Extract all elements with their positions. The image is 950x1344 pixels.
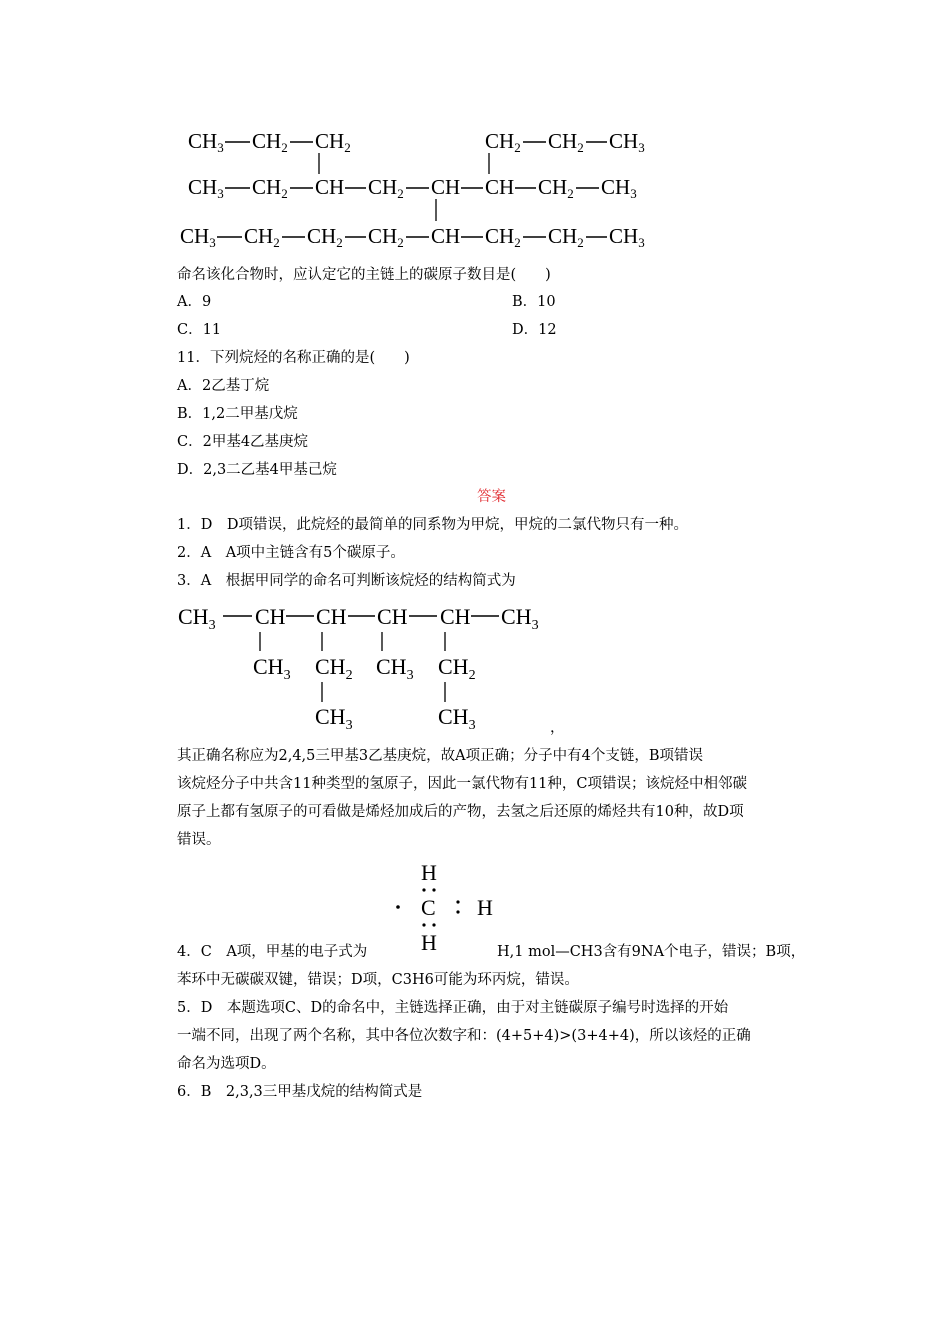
atom-r1-1: CH3 [188, 129, 224, 155]
atom-r2-8: CH3 [601, 175, 637, 201]
atom-r3-6: CH2 [485, 224, 521, 250]
atom-r1-6: CH3 [609, 129, 645, 155]
answer-4-rest: H,1 mol—CH3含有9NA个电子，错误；B项， [497, 944, 806, 960]
svg-text:CH3: $CH_3$ [438, 704, 476, 733]
answer-2: 2．A A项中主链含有5个碳原子。 [177, 545, 405, 561]
structure-formula-2 [0, 595, 950, 735]
q11-option-b: B．1,2二甲基戊烷 [177, 406, 298, 422]
answer-5-line-2: 一端不同，出现了两个名称，其中各位次数字和：(4+5+4)>(3+4+4)，所以该烃的正确 [177, 1028, 751, 1044]
atom-r2-3: CH [315, 175, 345, 199]
answer-3-line-4: 错误。 [177, 832, 221, 848]
atom-r2-2: CH2 [252, 175, 288, 201]
q11-option-a: A．2乙基丁烷 [177, 378, 270, 394]
answer-4-start: 4．C A项，甲基的电子式为 [177, 944, 368, 960]
answer-1: 1．D D项错误，此烷烃的最简单的同系物为甲烷，甲烷的二氯代物只有一种。 [177, 517, 688, 533]
answer-5-line-1: 5．D 本题选项C、D的命名中，主链选择正确，由于对主链碳原子编号时选择的开始 [177, 1000, 729, 1016]
atom-r3-5: CH [431, 224, 461, 248]
answer-3-line-2: 该烷烃分子中共含11种类型的氢原子，因此一氯代物有11种，C项错误；该烷烃中相邻碳 [177, 776, 747, 792]
q10-option-c: C．11 [177, 322, 222, 338]
answer-3-comma: ， [550, 720, 565, 736]
atom-r1-2: CH2 [252, 129, 288, 155]
svg-text:CH3: $CH_3$ [178, 604, 216, 633]
q11-option-d: D．2,3二乙基4甲基己烷 [177, 462, 337, 478]
svg-text:CH2: $CH_2$ [315, 654, 353, 683]
q11-stem: 11．下列烷烃的名称正确的是( ) [177, 350, 410, 366]
svg-text:H: H [477, 895, 493, 920]
answer-3-line-1: 其正确名称应为2,4,5三甲基3乙基庚烷，故A项正确；分子中有4个支链，B项错误 [177, 748, 703, 764]
atom-r2-6: CH [485, 175, 515, 199]
svg-text:CH: CH [377, 604, 408, 629]
q10-option-b: B．10 [512, 294, 556, 310]
answer-4-line-2: 苯环中无碳碳双键，错误；D项，C3H6可能为环丙烷，错误。 [177, 972, 579, 988]
svg-text:CH: CH [255, 604, 286, 629]
methyl-electron-formula [0, 855, 950, 960]
answer-6: 6．B 2,3,3三甲基戊烷的结构简式是 [177, 1084, 423, 1100]
svg-text:H: H [421, 860, 437, 885]
answers-title: 答案 [477, 489, 506, 505]
answer-3-line-3: 原子上都有氢原子的可看做是烯烃加成后的产物，去氢之后还原的烯烃共有10种，故D项 [177, 804, 744, 820]
atom-r3-8: CH3 [609, 224, 645, 250]
atom-r1-3: CH2 [315, 129, 351, 155]
atom-r3-4: CH2 [368, 224, 404, 250]
answer-5-line-3: 命名为选项D。 [177, 1056, 276, 1072]
svg-text:CH: CH [316, 604, 347, 629]
svg-text:CH: CH [440, 604, 471, 629]
atom-r2-7: CH2 [538, 175, 574, 201]
atom-r1-5: CH2 [548, 129, 584, 155]
svg-text:CH3: $CH_3$ [253, 654, 291, 683]
q10-option-a: A．9 [177, 294, 212, 310]
q10-option-d: D．12 [512, 322, 557, 338]
atom-r3-7: CH2 [548, 224, 584, 250]
answer-3: 3．A 根据甲同学的命名可判断该烷烃的结构简式为 [177, 573, 516, 589]
svg-text:C: C [421, 895, 436, 920]
atom-r2-1: CH3 [188, 175, 224, 201]
atom-r2-5: CH [431, 175, 461, 199]
atom-r1-4: CH2 [485, 129, 521, 155]
svg-text:CH2: $CH_2$ [438, 654, 476, 683]
svg-text:CH3: $CH_3$ [315, 704, 353, 733]
atom-r3-1: CH3 [180, 224, 216, 250]
q11-option-c: C．2甲基4乙基庚烷 [177, 434, 309, 450]
atom-r3-3: CH2 [307, 224, 343, 250]
svg-text:CH3: $CH_3$ [501, 604, 539, 633]
svg-text:H: H [421, 930, 437, 955]
structure-formula-1 [0, 110, 950, 370]
q10-stem: 命名该化合物时，应认定它的主链上的碳原子数目是( ) [177, 267, 551, 283]
atom-r3-2: CH2 [244, 224, 280, 250]
svg-text:CH3: $CH_3$ [376, 654, 414, 683]
atom-r2-4: CH2 [368, 175, 404, 201]
